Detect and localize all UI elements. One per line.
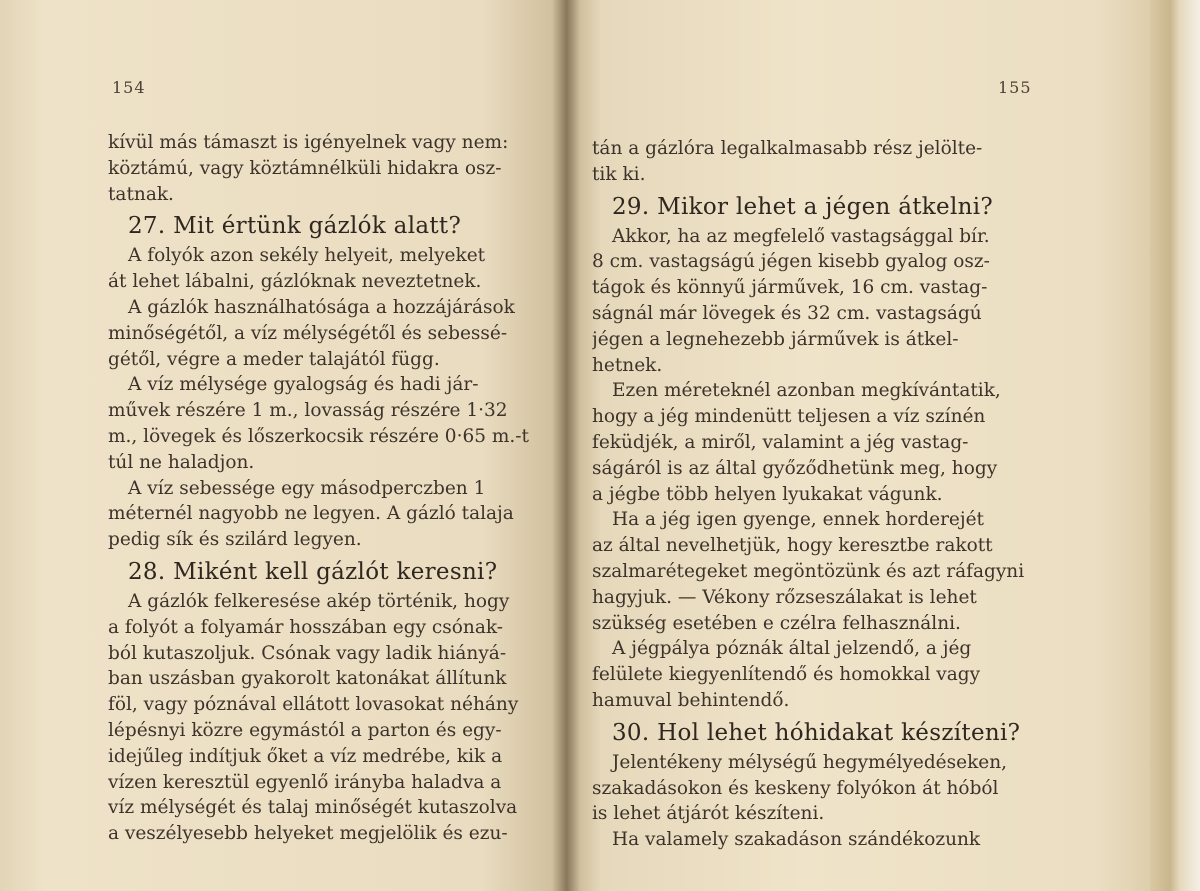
text-line: minőségétől, a víz mélységétől és sebessé- — [108, 322, 508, 344]
text-line: A gázlók felkeresése akép történik, hogy — [128, 590, 510, 612]
text-line: túl ne haladjon. — [108, 451, 255, 473]
text-line: köztámú, vagy köztámnélküli hidakra osz- — [108, 157, 502, 179]
text-line: jégen a legnehezebb járművek is átkel- — [592, 328, 959, 350]
text-line: pedig sík és szilárd legyen. — [108, 529, 362, 551]
right-page — [566, 0, 1156, 891]
text-line: vízen keresztül egyenlő irányba haladva a — [108, 771, 502, 793]
question-heading-29: 29. Mikor lehet a jégen átkelni? — [612, 193, 994, 220]
text-line: át lehet lábalni, gázlóknak neveztetnek. — [108, 271, 482, 293]
text-line: tik ki. — [592, 163, 646, 185]
question-heading-27: 27. Mit értünk gázlók alatt? — [128, 213, 462, 240]
text-line: ból kutaszoljuk. Csónak vagy ladik hiányá- — [108, 642, 507, 664]
left-page-text — [108, 130, 538, 847]
text-line: Ezen méreteknél azonban megkívántatik, — [612, 380, 1001, 402]
text-line: idejűleg indítjuk őket a víz medrébe, kik a — [108, 745, 503, 767]
text-line: szalmarétegeket megöntözünk és azt ráfagyni — [592, 560, 1025, 582]
text-line: Ha valamely szakadáson szándékozunk — [612, 829, 981, 851]
text-line: hamuval behintendő. — [592, 689, 790, 711]
text-line: lépésnyi közre egymástól a parton és egy- — [108, 719, 502, 741]
text-line: Ha a jég igen gyenge, ennek horderejét — [612, 509, 984, 531]
text-line: ságnál már lövegek és 32 cm. vastagságú — [592, 302, 982, 324]
text-line: az által nevelhetjük, hogy keresztbe rakott — [592, 535, 993, 557]
text-line: A gázlók használhatósága a hozzájárások — [128, 296, 515, 318]
text-line: hogy a jég mindenütt teljesen a víz színén — [592, 406, 986, 428]
text-line: a folyót a folyamár hosszában egy csónak- — [108, 616, 503, 638]
text-line: hagyjuk. — Vékony rőzseszálakat is lehet — [592, 586, 977, 608]
text-line: 8 cm. vastagságú jégen kisebb gyalog osz- — [592, 251, 990, 273]
text-line: víz mélységét és talaj minőségét kutaszolva — [108, 797, 518, 819]
text-line: gétől, végre a meder talajától függ. — [108, 348, 440, 370]
question-heading-28: 28. Miként kell gázlót keresni? — [128, 558, 498, 585]
page-edges — [1150, 0, 1200, 891]
left-page-number: 154 — [112, 78, 146, 97]
text-line: is lehet átjárót készíteni. — [592, 803, 825, 825]
question-heading-30: 30. Hol lehet hóhidakat készíteni? — [612, 719, 1021, 746]
text-line: szükség esetében e czélra felhasználni. — [592, 612, 961, 634]
text-line: Akkor, ha az megfelelő vastagsággal bír. — [612, 225, 990, 247]
text-line: tán a gázlóra legalkalmasabb rész jelölte- — [592, 138, 983, 159]
text-line: Jelentékeny mélységű hegymélyedéseken, — [612, 751, 1008, 773]
text-line: méternél nagyobb ne legyen. A gázló talaja — [108, 503, 514, 525]
text-line: ságáról is az által győződhetünk meg, hogy — [592, 457, 998, 479]
right-page-number: 155 — [998, 78, 1032, 97]
text-line: A víz sebessége egy másodperczben 1 — [128, 477, 486, 499]
text-line: feküdjék, a miről, valamint a jég vastag- — [592, 431, 969, 453]
text-line: a veszélyesebb helyeket megjelölik és ezu- — [108, 823, 508, 845]
text-line: A jégpálya póznák által jelzendő, a jég — [612, 638, 972, 660]
text-line: A folyók azon sekély helyeit, melyeket — [128, 245, 486, 267]
left-page — [0, 0, 566, 891]
text-line: a jégbe több helyen lyukakat vágunk. — [592, 483, 943, 505]
text-line: A víz mélysége gyalogság és hadi jár- — [128, 374, 479, 396]
right-page-text — [592, 136, 1032, 853]
text-line: m., lövegek és lőszerkocsik részére 0·65 m.-t — [108, 425, 529, 447]
text-line: hetnek. — [592, 354, 663, 376]
text-line: ban uszásban gyakorolt katonákat állítunk — [108, 668, 507, 690]
text-line: művek részére 1 m., lovasság részére 1·32 — [108, 400, 508, 422]
text-line: tatnak. — [108, 183, 174, 205]
text-line: felülete kiegyenlítendő és homokkal vagy — [592, 664, 981, 686]
text-line: tágok és könnyű járművek, 16 cm. vastag- — [592, 277, 988, 299]
text-line: szakadásokon és keskeny folyókon át hóból — [592, 777, 999, 799]
text-line: föl, vagy póznával ellátott lovasokat néhány — [108, 694, 519, 716]
book-gutter — [552, 0, 580, 891]
text-line: kívül más támaszt is igényelnek vagy nem: — [108, 132, 509, 153]
